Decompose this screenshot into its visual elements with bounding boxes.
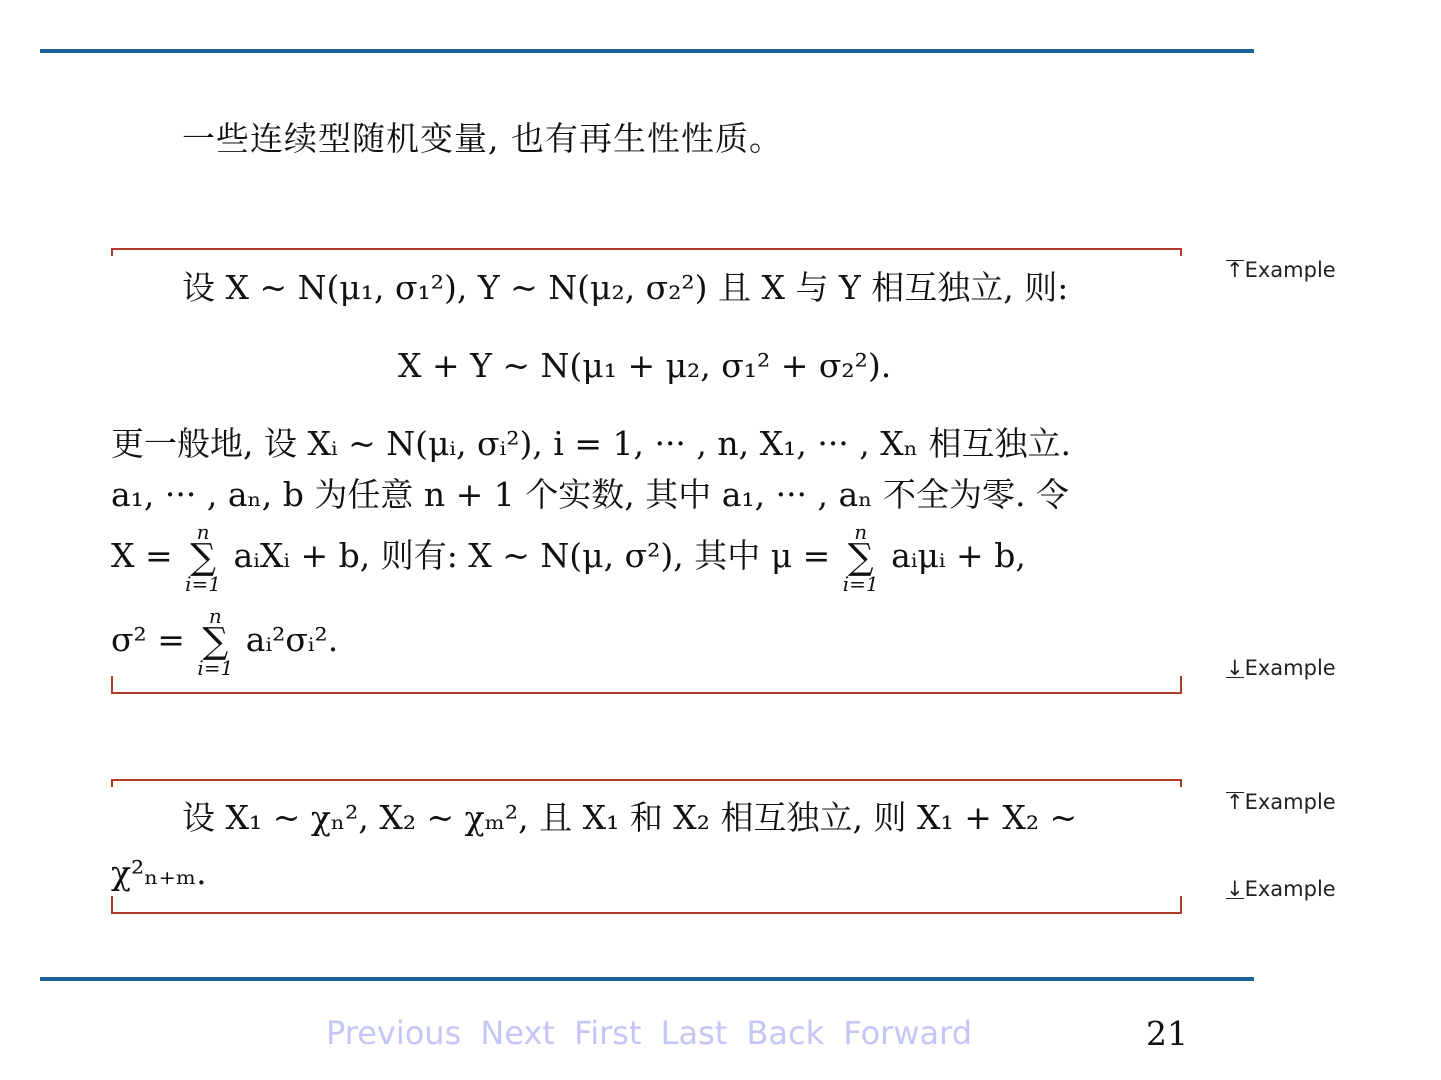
example-label: Example [1244, 258, 1336, 282]
example2-line2: χ²ₙ₊ₘ. [111, 853, 207, 892]
example1-display-equation: X + Y ~ N(μ₁ + μ₂, σ₁² + σ₂²). [398, 346, 892, 385]
line5-part-b: aᵢXᵢ + b, 则有: X ~ N(μ, σ²), 其中 μ = [233, 536, 841, 576]
example2-line1: 设 X₁ ~ χₙ², X₂ ~ χₘ², 且 X₁ 和 X₂ 相互独立, 则 X₁ + X₂ ~ [182, 798, 1078, 837]
example1-line3: 更一般地, 设 Xᵢ ~ N(μᵢ, σᵢ²), i = 1, ··· , n, X₁, ··· , Xₙ 相互独立. [111, 424, 1072, 463]
sum-lower-limit: i=1 [185, 572, 222, 597]
footer-rule [40, 977, 1254, 981]
example1-line1: 设 X ~ N(μ₁, σ₁²), Y ~ N(μ₂, σ₂²) 且 X 与 Y 相互独立, 则: [182, 268, 1069, 307]
example-label: Example [1244, 877, 1336, 901]
navigation-bar [326, 1014, 981, 1052]
example1-end-marker[interactable] [1226, 656, 1336, 680]
nav-next-link[interactable]: Next [480, 1014, 555, 1052]
example1-bottom-border [111, 676, 1182, 694]
summation-3 [197, 604, 234, 681]
line5-part-a: X = [111, 536, 184, 576]
line6-part-b: aᵢ²σᵢ². [245, 620, 339, 660]
intro-text: 一些连续型随机变量, 也有再生性性质。 [182, 119, 783, 158]
sum-upper-limit: n [208, 604, 222, 628]
example1-line4: a₁, ··· , aₙ, b 为任意 n + 1 个实数, 其中 a₁, ··· , aₙ 不全为零. 令 [111, 475, 1069, 514]
down-arrow-icon: ↓ [1226, 656, 1244, 680]
page-number: 21 [1146, 1014, 1188, 1053]
example-label: Example [1244, 656, 1336, 680]
nav-previous-link[interactable]: Previous [326, 1014, 462, 1052]
summation-1 [185, 520, 222, 597]
example1-start-marker[interactable] [1226, 258, 1336, 282]
line5-part-c: aᵢμᵢ + b, [891, 536, 1026, 576]
example1-line5 [111, 520, 1026, 597]
sum-lower-limit: i=1 [197, 656, 234, 681]
nav-back-link[interactable]: Back [746, 1014, 825, 1052]
sigma-icon: ∑ [190, 537, 216, 578]
nav-first-link[interactable]: First [574, 1014, 642, 1052]
example2-bottom-border [111, 896, 1182, 914]
example-label: Example [1244, 790, 1336, 814]
summation-2 [842, 520, 879, 597]
example1-line6 [111, 604, 339, 681]
sum-upper-limit: n [854, 520, 868, 544]
line6-part-a: σ² = [111, 620, 196, 660]
sigma-icon: ∑ [847, 537, 874, 578]
example2-start-marker[interactable] [1226, 790, 1336, 814]
down-arrow-icon: ↓ [1226, 877, 1244, 901]
nav-last-link[interactable]: Last [660, 1014, 728, 1052]
up-arrow-icon: ↑ [1226, 258, 1244, 282]
example2-top-border [111, 779, 1182, 787]
sum-lower-limit: i=1 [842, 572, 879, 597]
nav-forward-link[interactable]: Forward [843, 1014, 973, 1052]
sigma-icon: ∑ [202, 621, 229, 662]
header-rule [40, 49, 1254, 53]
sum-upper-limit: n [196, 520, 210, 544]
example2-end-marker[interactable] [1226, 877, 1336, 901]
up-arrow-icon: ↑ [1226, 790, 1244, 814]
example1-top-border [111, 248, 1182, 256]
